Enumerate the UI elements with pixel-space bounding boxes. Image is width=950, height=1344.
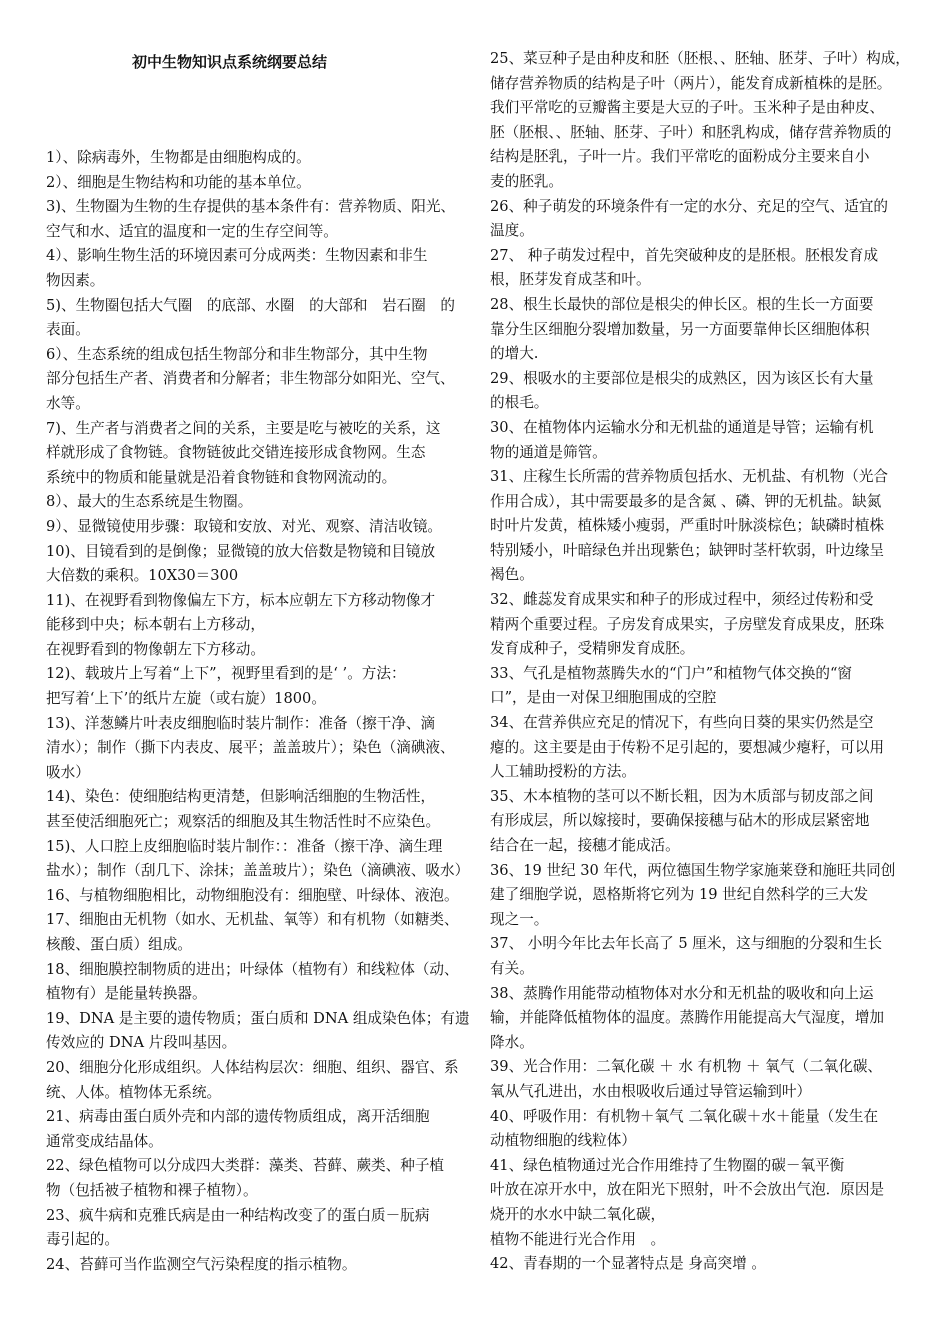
text-line: 21、病毒由蛋白质外壳和内部的遗传物质组成，离开活细胞 <box>46 1108 430 1126</box>
text-line: 6）、生态系统的组成包括生物部分和非生物部分，其中生物 <box>46 345 428 363</box>
text-line: 26、种子萌发的环境条件有一定的水分、充足的空气、适宜的 <box>490 197 889 215</box>
text-line: 毒引起的。 <box>46 1231 119 1249</box>
text-line: 传效应的 DNA 片段叫基因。 <box>46 1034 237 1052</box>
text-line: 22、绿色植物可以分成四大类群：藻类、苔藓、蕨类、种子植 <box>46 1157 445 1175</box>
text-line: 4）、影响生物生活的环境因素可分成两类：生物因素和非生 <box>46 247 428 265</box>
text-line: 储存营养物质的结构是子叶（两片），能发育成新植株的是胚。 <box>490 74 892 92</box>
text-line: 3)、生物圈为生物的生存提供的基本条件有：营养物质、阳光、 <box>46 198 456 216</box>
text-line: 把写着‘上下’的纸片左旋（或右旋）1800。 <box>46 690 326 708</box>
text-line: 物的通道是筛管。 <box>490 443 607 461</box>
text-line: 烧开的水水中缺二氧化碳， <box>490 1205 666 1223</box>
text-line: 24、苔藓可当作监测空气污染程度的指示植物。 <box>46 1255 357 1273</box>
text-line: 水等。 <box>46 394 90 412</box>
text-line: 11)、在视野看到物像偏左下方，标本应朝左下方移动物像才 <box>46 591 436 609</box>
text-line: 叶放在凉开水中，放在阳光下照射，叶不会放出气泡．原因是 <box>490 1181 885 1199</box>
text-line: 人工辅助授粉的方法。 <box>490 763 636 781</box>
text-line: 41、绿色植物通过光合作用维持了生物圈的碳－氧平衡 <box>490 1156 845 1174</box>
text-line: 38、蒸腾作用能带动植物体对水分和无机盐的吸收和向上运 <box>490 984 874 1002</box>
text-line: 时叶片发黄，植株矮小瘦弱，严重时叶脉淡棕色；缺磷时植株 <box>490 517 885 535</box>
left-column-text <box>46 146 472 1277</box>
text-line: 空气和水、适宜的温度和一定的生存空间等。 <box>46 222 338 240</box>
text-line: 35、木本植物的茎可以不断长粗，因为木质部与韧皮部之间 <box>490 787 874 805</box>
text-line: 表面。 <box>46 321 90 339</box>
text-line: 有形成层，所以嫁接时，要确保接穗与砧木的形成层紧密地 <box>490 812 870 830</box>
text-line: 39、光合作用：二氧化碳 ＋ 水 有机物 ＋ 氧气（二氧化碳、 <box>490 1058 883 1076</box>
right-column <box>490 47 910 1277</box>
text-line: 样就形成了食物链。食物链彼此交错连接形成食物网。生态 <box>46 444 426 462</box>
text-line: 瘪的。这主要是由于传粉不足引起的，要想减少瘪籽，可以用 <box>490 738 885 756</box>
text-line: 结构是胚乳，子叶一片。我们平常吃的面粉成分主要来自小 <box>490 148 870 166</box>
text-line: 36、19 世纪 30 年代，两位德国生物学家施莱登和施旺共同创 <box>490 861 896 879</box>
text-line: 32、雌蕊发育成果实和种子的形成过程中，须经过传粉和受 <box>490 591 874 609</box>
text-line: 能移到中央；标本朝右上方移动， <box>46 616 265 634</box>
text-line: 2）、细胞是生物结构和功能的基本单位。 <box>46 173 311 191</box>
text-line: 33、气孔是植物蒸腾失水的“门户”和植物气体交换的“窗 <box>490 664 853 682</box>
text-line: 氧从气孔进出，水由根吸收后通过导管运输到叶） <box>490 1082 812 1100</box>
text-line: 9）、显微镜使用步骤：取镜和安放、对光、观察、清洁收镜。 <box>46 517 443 535</box>
text-line: 8）、最大的生态系统是生物圈。 <box>46 493 253 511</box>
text-line: 褐色。 <box>490 566 534 584</box>
text-line: 40、呼吸作用：有机物＋氧气 二氧化碳＋水＋能量（发生在 <box>490 1107 879 1125</box>
text-line: 37、 小明今年比去年长高了 5 厘米，这与细胞的分裂和生长 <box>490 935 883 953</box>
text-line: 结合在一起，接穗才能成活。 <box>490 837 680 854</box>
text-line: 胚（胚根、、胚轴、胚芽、子叶）和胚乳构成，储存营养物质的 <box>490 123 892 141</box>
text-line: 7)、生产者与消费者之间的关系，主要是吃与被吃的关系，这 <box>46 419 441 437</box>
text-line: 盐水）；制作（刮几下、涂抹；盖盖玻片）；染色（滴碘液、吸水） <box>46 862 470 880</box>
text-line: 靠分生区细胞分裂增加数量，另一方面要靠伸长区细胞体积 <box>490 320 870 338</box>
text-line: 在视野看到的物像朝左下方移动。 <box>46 640 265 658</box>
text-line: 16、与植物细胞相比，动物细胞没有：细胞壁、叶绿体、液泡。 <box>46 886 459 904</box>
text-line: 核酸、蛋白质）组成。 <box>46 936 192 953</box>
text-line: 25、菜豆种子是由种皮和胚（胚根、、胚轴、胚芽、子叶）构成， <box>490 50 910 67</box>
text-line: 18、细胞膜控制物质的进出；叶绿体（植物有）和线粒体（动、 <box>46 960 459 978</box>
text-line: 物（包括被子植物和裸子植物）。 <box>46 1181 258 1199</box>
text-line: 27、 种子萌发过程中，首先突破种皮的是胚根。胚根发育成 <box>490 246 879 264</box>
text-line: 30、在植物体内运输水分和无机盐的通道是导管；运输有机 <box>490 418 874 436</box>
text-line: 有关。 <box>490 959 534 977</box>
text-line: 20、细胞分化形成组织。人体结构层次：细胞、组织、器官、系 <box>46 1058 459 1076</box>
text-line: 精两个重要过程。子房发育成果实，子房壁发育成果皮，胚珠 <box>490 615 885 633</box>
text-line: 的增大. <box>490 345 539 363</box>
text-line: 28、根生长最快的部位是根尖的伸长区。根的生长一方面要 <box>490 295 874 313</box>
text-line: 特别矮小，叶暗绿色并出现紫色；缺钾时茎杆软弱，叶边缘呈 <box>490 541 885 559</box>
text-line: 输，并能降低植物体的温度。蒸腾作用能提高大气湿度，增加 <box>490 1009 885 1027</box>
text-line: 系统中的物质和能量就是沿着食物链和食物网流动的。 <box>46 468 397 486</box>
text-line: 10)、目镜看到的是倒像；显微镜的放大倍数是物镜和目镜放 <box>46 542 436 560</box>
text-line: 根，胚芽发育成茎和叶。 <box>490 271 651 289</box>
text-line: 15)、人口腔上皮细胞临时装片制作：：准备（擦干净、滴生理 <box>46 837 443 855</box>
text-line: 大倍数的乘积。10X30＝300 <box>46 567 239 585</box>
text-line: 植物不能进行光合作用 。 <box>490 1230 666 1248</box>
text-line: 14)、染色：使细胞结构更清楚，但影响活细胞的生物活性， <box>46 788 436 806</box>
text-line: 降水。 <box>490 1033 534 1051</box>
text-line: 34、在营养供应充足的情况下，有些向日葵的果实仍然是空 <box>490 714 874 732</box>
text-line: 29、根吸水的主要部位是根尖的成熟区，因为该区长有大量 <box>490 369 874 387</box>
text-line: 建了细胞学说，恩格斯将它列为 19 世纪自然科学的三大发 <box>490 886 869 904</box>
text-line: 甚至使活细胞死亡；观察活的细胞及其生物活性时不应染色。 <box>46 813 441 831</box>
text-line: 5)、生物圈包括大气圈 的底部、水圈 的大部和 岩石圈 的 <box>46 296 456 314</box>
text-line: 23、疯牛病和克雅氏病是由一种结构改变了的蛋白质－朊病 <box>46 1206 430 1224</box>
text-line: 植物有）是能量转换器。 <box>46 985 207 1003</box>
text-line: 温度。 <box>490 222 534 240</box>
text-line: 物因素。 <box>46 271 105 289</box>
text-line: 口”，是由一对保卫细胞围成的空腔 <box>490 689 717 707</box>
text-line: 31、庄稼生长所需的营养物质包括水、无机盐、有机物（光合 <box>490 468 889 486</box>
text-line: 13)、洋葱鳞片叶表皮细胞临时装片制作：准备（擦干净、滴 <box>46 714 436 732</box>
text-line: 发育成种子，受精卵发育成胚。 <box>490 640 695 658</box>
document-title: 初中生物知识点系统纲要总结 <box>132 53 328 71</box>
text-line: 12)、载玻片上写着“上下”，视野里看到的是‘ ’。方法： <box>46 665 406 683</box>
text-line: 麦的胚乳。 <box>490 172 563 190</box>
text-line: 现之一。 <box>490 910 549 928</box>
text-line: 我们平常吃的豆瓣酱主要是大豆的子叶。玉米种子是由种皮、 <box>490 99 885 117</box>
text-line: 作用合成），其中需要最多的是含氮 、磷、钾的无机盐。缺氮 <box>490 492 882 510</box>
text-line: 19、DNA 是主要的遗传物质；蛋白质和 DNA 组成染色体；有遗 <box>46 1009 470 1027</box>
text-line: 的根毛。 <box>490 394 549 412</box>
text-line: 42、青春期的一个显著特点是 身高突增 。 <box>490 1255 766 1273</box>
text-line: 动植物细胞的线粒体） <box>490 1132 636 1150</box>
text-line: 通常变成结晶体。 <box>46 1132 163 1150</box>
text-line: 吸水） <box>46 763 90 781</box>
text-line: 统、人体。植物体无系统。 <box>46 1083 222 1101</box>
text-line: 17、细胞由无机物（如水、无机盐、氧等）和有机物（如糖类、 <box>46 911 459 929</box>
text-line: 1）、除病毒外，生物都是由细胞构成的。 <box>46 149 311 166</box>
text-line: 部分包括生产者、消费者和分解者；非生物部分如阳光、空气、 <box>46 370 455 388</box>
text-line: 清水）；制作（撕下内表皮、展平；盖盖玻片）；染色（滴碘液、 <box>46 739 455 757</box>
